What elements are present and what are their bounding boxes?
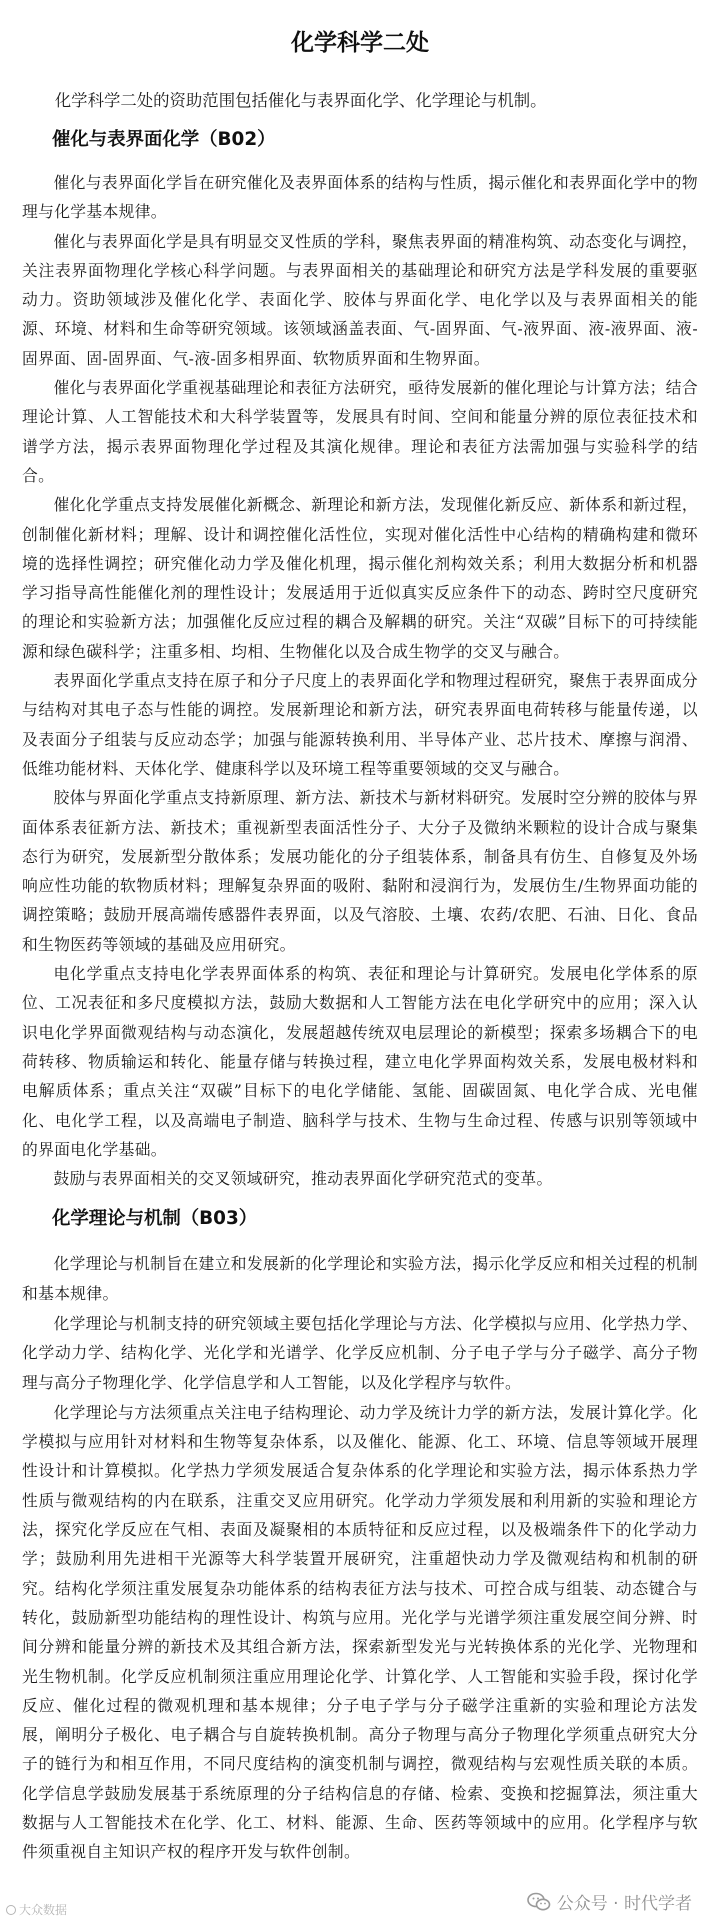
section-catalysis bbox=[22, 124, 698, 1193]
paragraph: 化学理论与机制旨在建立和发展新的化学理论和实验方法，揭示化学反应和相关过程的机制和基本规律。 bbox=[22, 1254, 698, 1303]
intro-paragraph: 化学科学二处的资助范围包括催化与表界面化学、化学理论与机制。 bbox=[54, 91, 547, 110]
account-watermark-text: 公众号 · 时代学者 bbox=[556, 1894, 692, 1914]
footer-watermarks bbox=[0, 1884, 720, 1920]
section-heading: 化学理论与机制（B03） bbox=[52, 1208, 258, 1230]
account-watermark bbox=[527, 1889, 692, 1914]
source-logo-icon bbox=[6, 1905, 16, 1915]
paragraph: 化学理论与方法须重点关注电子结构理论、动力学及统计力学的新方法，发展计算化学。化学模拟与应用针对材料和生物等复杂体系，以及催化、能源、化工、环境、信息等领域开展理性设计和计算模拟。化学热力学须发展适合复杂体系的化学理论和实验方法，揭示体系热力学性质与微观结构的内在联系，注重交叉应用研究。化学动力学须发展和利用新的实验和理论方法，探究化学反应在气相、表面及凝聚相的本质特征和反应过程，以及极端条件下的化学动力学；鼓励利用先进相干光源等大科学装置开展研究，注重超快动力学及微观结构和机制的研究。结构化学须注重发展复杂功能体系的结构表征方法与技术、可控合成与组装、动态键合与转化，鼓励新型功能结构的理性设计、构筑与应用。光化学与光谱学须注重发展空间分辨、时间分辨和能量分辨的新技术及其组合新方法，探索新型发光与光转换体系的光化学、光物理和光生物机制。化学反应机制须注重应用理论化学、计算化学、人工智能和实验手段，探讨化学反应、催化过程的微观机理和基本规律；分子电子学与分子磁学注重新的实验和理论方法发展，阐明分子极化、电子耦合与自旋转换机制。高分子物理与高分子物理化学须重点研究大分子的链行为和相互作用，不同尺度结构的演变机制与调控，微观结构与宏观性质关联的本质。化学信息学鼓励发展基于系统原理的分子结构信息的存储、检索、变换和挖掘算法，须注重大数据与人工智能技术在化学、化工、材料、能源、生命、医药等领域中的应用。化学程序与软件须重视自主知识产权的程序开发与软件创制。 bbox=[22, 1402, 698, 1862]
paragraph: 表界面化学重点支持在原子和分子尺度上的表界面化学和物理过程研究，聚焦于表界面成分与结构对其电子态与性能的调控。发展新理论和新方法，研究表界面电荷转移与能量传递，以及表面分子组装与反应动态学；加强与能源转换利用、半导体产业、芯片技术、摩擦与润滑、低维功能材料、天体化学、健康科学以及环境工程等重要领域的交叉与融合。 bbox=[22, 671, 698, 778]
wechat-icon bbox=[527, 1892, 551, 1912]
paragraph: 化学理论与机制支持的研究领域主要包括化学理论与方法、化学模拟与应用、化学热力学、化学动力学、结构化学、光化学和光谱学、化学反应机制、分子电子学与分子磁学、高分子物理与高分子物理化学、化学信息学和人工智能，以及化学程序与软件。 bbox=[22, 1313, 698, 1392]
paragraph: 催化与表界面化学是具有明显交叉性质的学科，聚焦表界面的精准构筑、动态变化与调控，关注表界面物理化学核心科学问题。与表界面相关的基础理论和研究方法是学科发展的重要驱动力。资助领域涉及催化化学、表面化学、胶体与界面化学、电化学以及与表界面相关的能源、环境、材料和生命等研究领域。该领域涵盖表面、气-固界面、气-液界面、液-液界面、液-固界面、固-固界面、气-液-固多相界面、软物质界面和生物界面。 bbox=[22, 231, 698, 368]
source-watermark-text: 大众数据 bbox=[19, 1903, 68, 1917]
source-watermark bbox=[6, 1901, 67, 1918]
section-heading: 催化与表界面化学（B02） bbox=[52, 129, 276, 150]
paragraph: 催化化学重点支持发展催化新概念、新理论和新方法，发现催化新反应、新体系和新过程，创制催化新材料；理解、设计和调控催化活性位，实现对催化活性中心结构的精确构建和微环境的选择性调控；研究催化动力学及催化机理，揭示催化剂构效关系；利用大数据分析和机器学习指导高性能催化剂的理性设计；发展适用于近似真实反应条件下的动态、跨时空尺度研究的理论和实验新方法；加强催化反应过程的耦合及解耦的研究。关注“双碳”目标下的可持续能源和绿色碳科学；注重多相、均相、生物催化以及合成生物学的交叉与融合。 bbox=[22, 495, 698, 661]
paragraph: 催化与表界面化学重视基础理论和表征方法研究，亟待发展新的催化理论与计算方法；结合理论计算、人工智能技术和大科学装置等，发展具有时间、空间和能量分辨的原位表征技术和谱学方法，揭示表界面物理化学过程及其演化规律。理论和表征方法需加强与实验科学的结合。 bbox=[22, 378, 698, 485]
paragraph: 胶体与界面化学重点支持新原理、新方法、新技术与新材料研究。发展时空分辨的胶体与界面体系表征新方法、新技术；重视新型表面活性分子、大分子及微纳米颗粒的设计合成与聚集态行为研究，发展新型分散体系；发展功能化的分子组装体系，制备具有仿生、自修复及外场响应性功能的软物质材料；理解复杂界面的吸附、黏附和浸润行为，发展仿生/生物界面功能的调控策略；鼓励开展高端传感器件表界面，以及气溶胶、土壤、农药/农肥、石油、日化、食品和生物医药等领域的基础及应用研究。 bbox=[22, 788, 698, 954]
paragraph: 催化与表界面化学旨在研究催化及表界面体系的结构与性质，揭示催化和表界面化学中的物理与化学基本规律。 bbox=[22, 173, 698, 222]
paragraph: 电化学重点支持电化学表界面体系的构筑、表征和理论与计算研究。发展电化学体系的原位、工况表征和多尺度模拟方法，鼓励大数据和人工智能方法在电化学研究中的应用；深入认识电化学界面微观结构与动态演化，发展超越传统双电层理论的新模型；探索多场耦合下的电荷转移、物质输运和转化、能量存储与转换过程，建立电化学界面构效关系，发展电极材料和电解质体系；重点关注“双碳”目标下的电化学储能、氢能、固碳固氮、电化学合成、光电催化、电化学工程，以及高端电子制造、脑科学与技术、生物与生命过程、传感与识别等领域中的界面电化学基础。 bbox=[22, 964, 698, 1159]
page-title: 化学科学二处 bbox=[291, 30, 429, 56]
paragraph: 鼓励与表界面相关的交叉领域研究，推动表界面化学研究范式的变革。 bbox=[53, 1169, 553, 1189]
section-theory bbox=[22, 1203, 698, 1866]
